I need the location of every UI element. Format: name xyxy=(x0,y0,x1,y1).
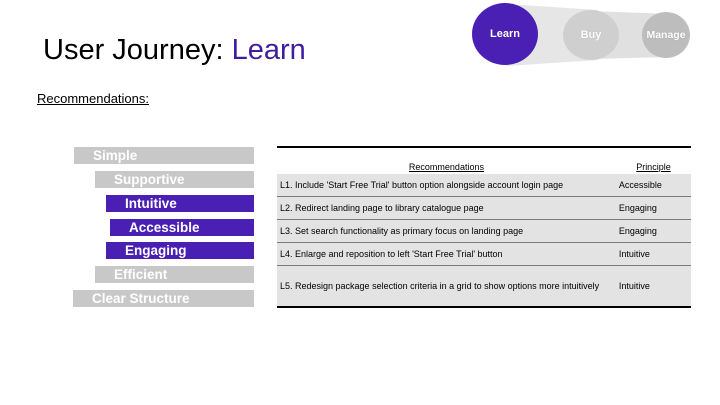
principle-cell: Engaging xyxy=(616,197,691,220)
journey-stage-manage[interactable]: Manage xyxy=(642,12,690,58)
recommendation-cell: L5. Redesign package selection criteria in a grid to show options more intuitively xyxy=(277,266,616,308)
recommendations-subheading: Recommendations: xyxy=(37,91,149,106)
page-title xyxy=(43,34,306,67)
title-prefix: User Journey: xyxy=(43,34,232,66)
table-row xyxy=(277,266,691,308)
recommendation-cell: L3. Set search functionality as primary focus on landing page xyxy=(277,220,616,243)
principle-accessible: Accessible xyxy=(110,219,254,236)
table-row xyxy=(277,220,691,243)
table-row xyxy=(277,243,691,266)
principle-efficient: Efficient xyxy=(95,266,254,283)
journey-stepper xyxy=(470,0,720,70)
principle-cell: Accessible xyxy=(616,174,691,197)
principle-cell: Intuitive xyxy=(616,266,691,308)
principle-cell: Intuitive xyxy=(616,243,691,266)
principle-clear-structure: Clear Structure xyxy=(73,290,254,307)
recommendation-cell: L2. Redirect landing page to library catalogue page xyxy=(277,197,616,220)
header-recommendations: Recommendations xyxy=(277,147,616,174)
title-accent: Learn xyxy=(231,34,306,66)
header-principle: Principle xyxy=(616,147,691,174)
principle-engaging: Engaging xyxy=(106,242,254,259)
table-header-row xyxy=(277,147,691,174)
journey-stage-learn[interactable]: Learn xyxy=(472,3,538,65)
principle-simple: Simple xyxy=(74,147,254,164)
journey-stage-buy[interactable]: Buy xyxy=(563,10,619,60)
table-row xyxy=(277,197,691,220)
principle-supportive: Supportive xyxy=(95,171,254,188)
recommendation-cell: L4. Enlarge and reposition to left 'Start Free Trial' button xyxy=(277,243,616,266)
table-row xyxy=(277,174,691,197)
recommendations-table xyxy=(277,146,691,308)
principle-cell: Engaging xyxy=(616,220,691,243)
principle-intuitive: Intuitive xyxy=(106,195,254,212)
recommendation-cell: L1. Include 'Start Free Trial' button option alongside account login page xyxy=(277,174,616,197)
